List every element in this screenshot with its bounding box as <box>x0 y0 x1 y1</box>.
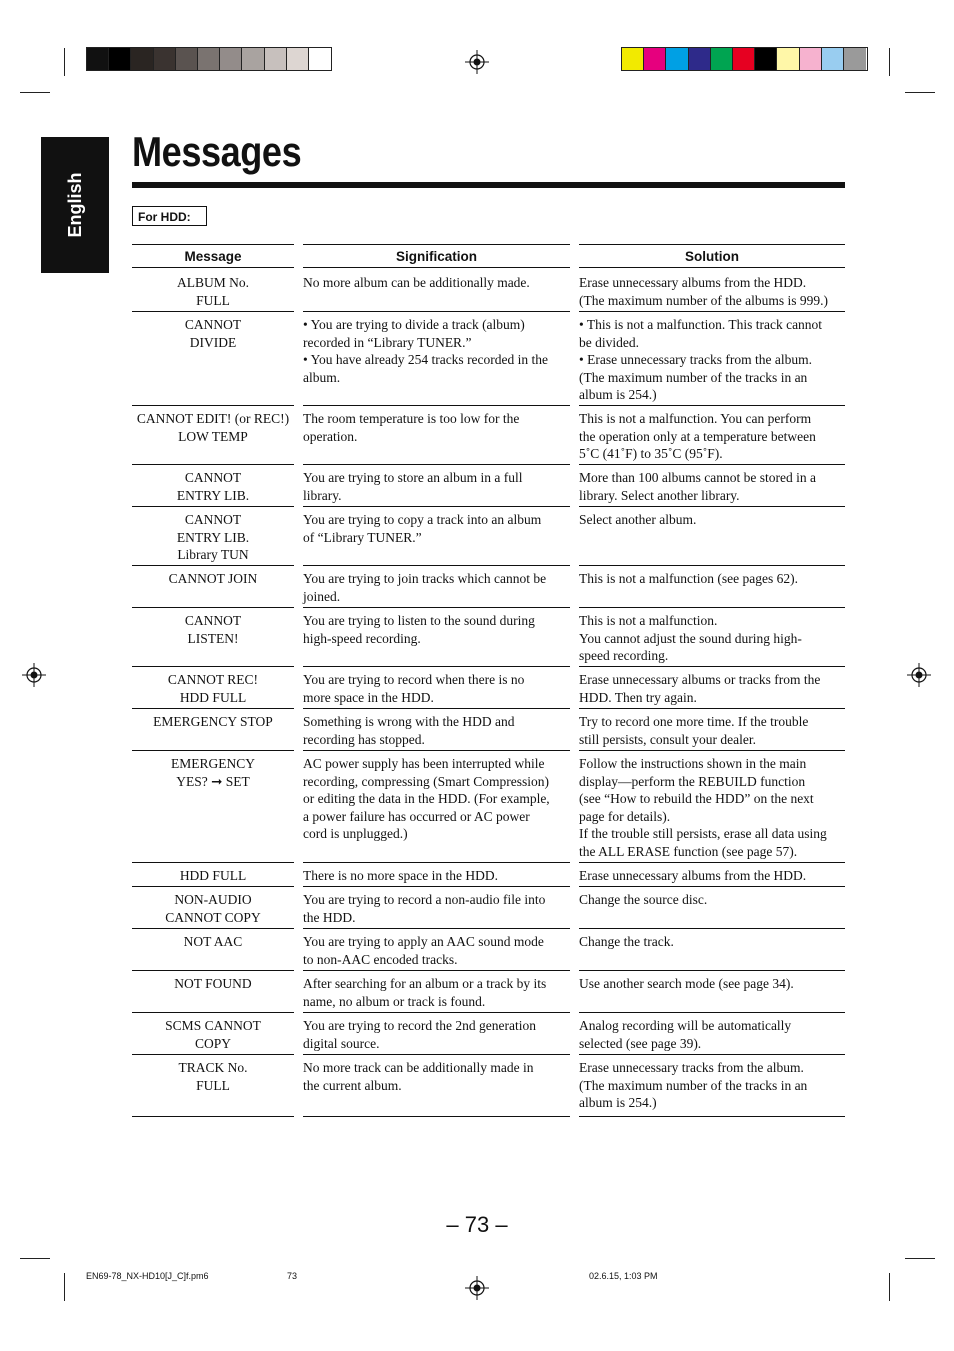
table-row <box>132 312 845 406</box>
registration-mark-icon <box>907 663 931 687</box>
color-swatch <box>176 48 198 70</box>
color-swatch <box>844 48 866 70</box>
signification-cell: You are trying to store an album in a full library. <box>303 470 523 503</box>
solution-cell: Select another album. <box>579 512 697 527</box>
signification-cell: After searching for an album or a track by its name, no album or track is found. <box>303 976 547 1009</box>
message-cell: HDD FULL <box>179 868 247 883</box>
message-cell: CANNOT DIVIDE <box>184 317 242 350</box>
page-title: Messages <box>132 128 302 175</box>
color-swatch <box>733 48 755 70</box>
color-swatch <box>644 48 666 70</box>
table-row <box>132 465 845 507</box>
signification-cell: You are trying to record when there is no more space in the HDD. <box>303 672 525 705</box>
language-tab <box>41 137 109 273</box>
solution-cell: Try to record one more time. If the trouble still persists, consult your dealer. <box>579 714 809 747</box>
solution-cell: Change the source disc. <box>579 892 708 907</box>
table-row <box>132 1055 845 1117</box>
color-swatch <box>309 48 331 70</box>
solution-cell: This is not a malfunction (see pages 62). <box>579 571 798 586</box>
crop-mark <box>905 1258 935 1259</box>
color-swatch <box>154 48 176 70</box>
crop-mark <box>64 48 65 76</box>
table-row <box>132 971 845 1013</box>
color-swatch <box>87 48 109 70</box>
row-divider <box>303 1116 570 1117</box>
table-row <box>132 751 845 863</box>
color-swatch <box>800 48 822 70</box>
color-swatch <box>109 48 131 70</box>
column-header-signification: Signification <box>303 244 570 268</box>
color-swatch <box>822 48 844 70</box>
color-swatch <box>777 48 799 70</box>
message-cell: CANNOT REC! HDD FULL <box>167 672 259 705</box>
solution-cell: Analog recording will be automatically selected (see page 39). <box>579 1018 792 1051</box>
color-swatch <box>131 48 153 70</box>
signification-cell: No more album can be additionally made. <box>303 275 530 290</box>
signification-cell: You are trying to record a non-audio file into the HDD. <box>303 892 546 925</box>
crop-mark <box>889 48 890 76</box>
row-divider <box>132 1116 294 1117</box>
table-row <box>132 270 845 312</box>
signification-cell: AC power supply has been interrupted while recording, compressing (Smart Compression) or editing the data in the HDD. (For example, a power failure has occurred or AC power cord is unplugged.) <box>303 756 550 842</box>
solution-cell: Erase unnecessary albums from the HDD. (The maximum number of the albums is 999.) <box>579 275 828 308</box>
color-swatch <box>220 48 242 70</box>
footer-page: 73 <box>287 1271 298 1281</box>
signification-cell: Something is wrong with the HDD and recording has stopped. <box>303 714 515 747</box>
solution-cell: Use another search mode (see page 34). <box>579 976 794 991</box>
signification-cell: No more track can be additionally made in the current album. <box>303 1060 534 1093</box>
crop-mark <box>20 1258 50 1259</box>
table-row <box>132 608 845 667</box>
solution-cell: More than 100 albums cannot be stored in a library. Select another library. <box>579 470 816 503</box>
color-swatch <box>287 48 309 70</box>
message-cell: SCMS CANNOT COPY <box>165 1018 261 1051</box>
color-swatch <box>711 48 733 70</box>
signification-cell: You are trying to copy a track into an album of “Library TUNER.” <box>303 512 542 545</box>
solution-cell: Change the track. <box>579 934 674 949</box>
color-swatch <box>242 48 264 70</box>
message-cell: NOT AAC <box>183 934 243 949</box>
color-swatch <box>198 48 220 70</box>
solution-cell: Follow the instructions shown in the main display—perform the REBUILD function (see “How to rebuild the HDD” on the next page for details). If the trouble still persists, erase all data using the ALL ERASE function (see page 57). <box>579 756 827 859</box>
process-color-bar <box>621 47 868 71</box>
solution-cell: Erase unnecessary albums from the HDD. <box>579 868 807 883</box>
crop-mark <box>20 92 50 93</box>
solution-cell: Erase unnecessary tracks from the album. (The maximum number of the tracks in an album is 254.) <box>579 1060 808 1111</box>
table-row <box>132 709 845 751</box>
table-row <box>132 863 845 887</box>
table-row <box>132 406 845 465</box>
signification-cell: You are trying to listen to the sound during high-speed recording. <box>303 613 535 646</box>
registration-mark-icon <box>22 663 46 687</box>
solution-cell: • This is not a malfunction. This track cannot be divided. • Erase unnecessary tracks from the album. (The maximum number of the tracks in an album is 254.) <box>579 317 823 403</box>
message-cell: NOT FOUND <box>174 976 252 991</box>
registration-mark-icon <box>465 50 489 74</box>
message-cell: EMERGENCY YES? ➞ SET <box>171 756 255 789</box>
message-cell: NON-AUDIO CANNOT COPY <box>165 892 261 925</box>
title-rule <box>132 182 845 188</box>
message-cell: CANNOT JOIN <box>168 571 258 586</box>
crop-mark <box>889 1273 890 1301</box>
column-header-solution: Solution <box>579 244 845 268</box>
color-swatch <box>689 48 711 70</box>
footer-file: EN69-78_NX-HD10[J_C]f.pm6 <box>86 1271 209 1281</box>
color-swatch <box>666 48 688 70</box>
message-cell: EMERGENCY STOP <box>153 714 273 729</box>
solution-cell: This is not a malfunction. You can perform the operation only at a temperature between 5˚C (41˚F) to 35˚C (95˚F). <box>579 411 816 462</box>
message-cell: CANNOT ENTRY LIB. Library TUN <box>176 512 250 563</box>
color-swatch <box>265 48 287 70</box>
message-cell: CANNOT LISTEN! <box>184 613 242 646</box>
page-number: – 73 – <box>446 1212 508 1237</box>
table-row <box>132 929 845 971</box>
color-swatch <box>622 48 644 70</box>
message-cell: CANNOT ENTRY LIB. <box>176 470 250 503</box>
solution-cell: Erase unnecessary albums or tracks from the HDD. Then try again. <box>579 672 821 705</box>
crop-mark <box>905 92 935 93</box>
signification-cell: You are trying to join tracks which cannot be joined. <box>303 571 547 604</box>
table-row <box>132 667 845 709</box>
signification-cell: • You are trying to divide a track (album) recorded in “Library TUNER.” • You have already 254 tracks recorded in the album. <box>303 317 549 385</box>
solution-cell: This is not a malfunction. You cannot adjust the sound during high- speed recording. <box>579 613 802 664</box>
table-row <box>132 507 845 566</box>
signification-cell: You are trying to apply an AAC sound mode to non-AAC encoded tracks. <box>303 934 544 967</box>
registration-mark-icon <box>465 1276 489 1300</box>
section-label: For HDD: <box>132 206 207 226</box>
column-header-message: Message <box>132 244 294 268</box>
signification-cell: The room temperature is too low for the operation. <box>303 411 520 444</box>
crop-mark <box>64 1273 65 1301</box>
message-cell: CANNOT EDIT! (or REC!) LOW TEMP <box>136 411 290 444</box>
row-divider <box>579 1116 845 1117</box>
table-row <box>132 887 845 929</box>
table-row <box>132 566 845 608</box>
table-row <box>132 1013 845 1055</box>
language-tab-label: English <box>64 172 85 238</box>
color-swatch <box>755 48 777 70</box>
grayscale-color-bar <box>86 47 332 71</box>
footer-date: 02.6.15, 1:03 PM <box>589 1271 658 1281</box>
signification-cell: There is no more space in the HDD. <box>303 868 498 883</box>
message-cell: TRACK No. FULL <box>178 1060 248 1093</box>
signification-cell: You are trying to record the 2nd generation digital source. <box>303 1018 536 1051</box>
message-cell: ALBUM No. FULL <box>176 275 249 308</box>
